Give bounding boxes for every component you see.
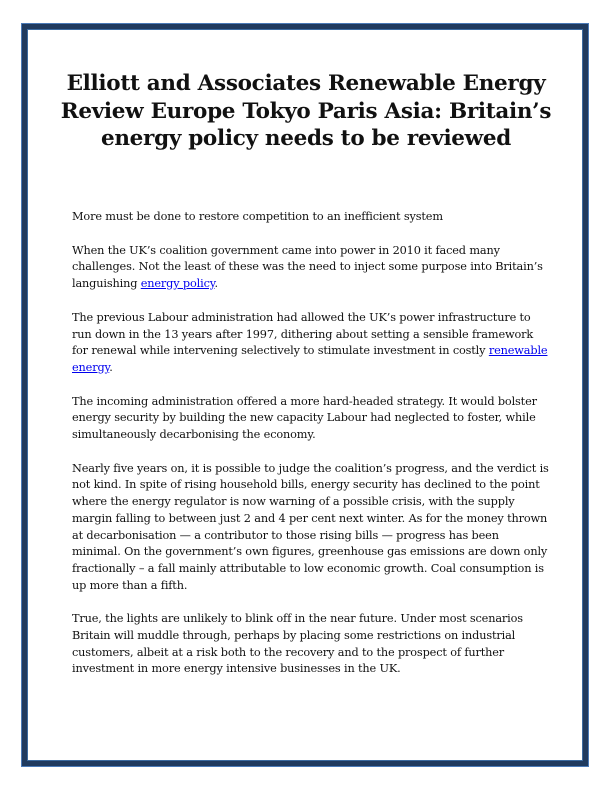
paragraph-text: When the UK’s coalition government came into power in 2010 it faced many challenges. Not the least of these was the need to inject some purpose into Britain’s languishing	[72, 243, 543, 291]
document-body	[72, 209, 550, 695]
paragraph-text: The previous Labour administration had allowed the UK’s power infrastructure to run down in the 13 years after 1997, dithering about setting a sensible framework for renewal while intervening selectively to stimulate investment in costly	[72, 310, 534, 358]
document-title: Elliott and Associates Renewable Energy Review Europe Tokyo Paris Asia: Britain’s energy policy needs to be reviewed	[60, 71, 552, 151]
paragraph-5: True, the lights are unlikely to blink off in the near future. Under most scenarios Britain will muddle through, perhaps by placing some restrictions on industrial customers, albeit at a risk both to the recovery and to the prospect of further investment in more energy intensive businesses in the UK.	[72, 612, 523, 676]
paragraph-text: .	[109, 360, 113, 374]
paragraph-text: .	[214, 277, 218, 291]
paragraph-1	[72, 243, 550, 293]
paragraph-3: The incoming administration offered a more hard-headed strategy. It would bolster energy security by building the new capacity Labour had neglected to foster, while simultaneously decarbonising the economy.	[72, 394, 537, 442]
renewable-energy-link[interactable]: renewable energy	[72, 344, 548, 374]
subtitle: More must be done to restore competition to an inefficient system	[72, 210, 443, 223]
paragraph-4: Nearly five years on, it is possible to judge the coalition’s progress, and the verdict is not kind. In spite of rising household bills, energy security has declined to the point where the energy regulator is now warning of a possible crisis, with the supply margin falling to between just 2 and 4 per cent next winter. As for the money thrown at decarbonisation — a contributor to those rising bills — progress has been minimal. On the government’s own figures, greenhouse gas emissions are down only fractionally – a fall mainly attributable to low economic growth. Coal consumption is up more than a fifth.	[72, 461, 549, 592]
energy-policy-link[interactable]: energy policy	[140, 277, 215, 291]
paragraph-2	[72, 310, 550, 377]
